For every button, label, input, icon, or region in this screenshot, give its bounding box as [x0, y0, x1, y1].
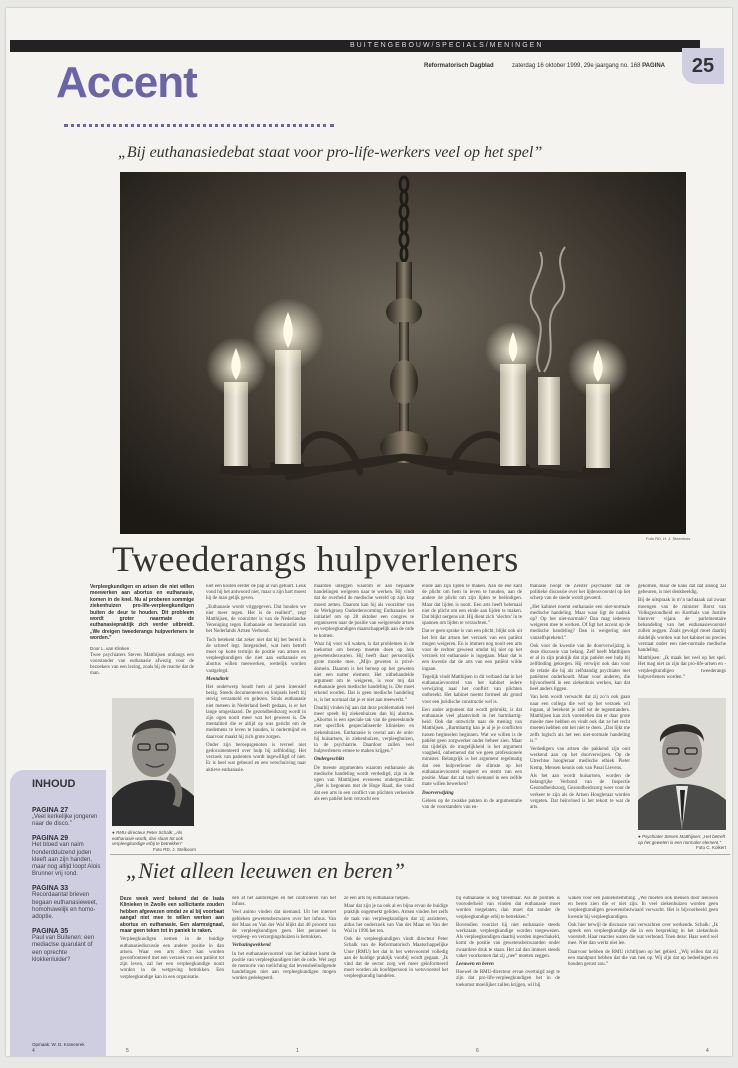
article-text: Veel animo vinden dat niemand. Uit het internet gebleken gewetensbezwaren over het infuus. Van der Maas en Van der Wal blijkt dat 40 procent van de verpleegkundigen geen. Het personeel in verpleeg- en verzorgingshuizen is betrokken. [232, 910, 336, 941]
article-text: Verpleegkundigen nemen in de huidige euthanasiediscussie een andere positie in dan artsen. Waar een arts direct kan worden geconfronteerd met een verzoek van een patiënt tot zijn leven, zal het een verpleegkundige nooit worden in de wetgeving betrokken. Een verpleegkundige kan in een organisatie. [120, 937, 224, 980]
page-label: PAGINA [642, 63, 665, 69]
inhoud-teaser: Paul van Buitenen: een mediaclse quarulant of een oprechte klokkenluider? [32, 935, 95, 963]
inhoud-item[interactable] [32, 928, 104, 964]
registration-mark: 4 [706, 1048, 709, 1054]
subheading-ondergeschikt: Ondergeschikt [314, 757, 344, 763]
article-text: Dat er geen sprake is van een plicht, blijkt ook uit het feit dat artsen het verzoek van een patiënt mogen weigeren. En is immers nog nooit een arts voor de rechter geweest omdat hij niet op het verzoek tot euthanasie is ingegaan. Maar dat is een kwestie dat de arts van een patiënt wilde ingaan. [422, 629, 522, 672]
pull-quote-bottom: „Niet alleen leeuwen en beren” [126, 858, 406, 883]
article-text: niet een kosten eerder de pap al van getuurt. Leuk vond hij het antwoord niet, maar u zijn hart moest hij de man gelijk geven. [206, 584, 306, 602]
article-text: „Het kabinet noemt euthanasie een niet-normale medische handeling. Maar waar ligt de nadruk op? Op het niet-normale? Dan mag iedereen weigeren mee te werken. Of ligt het accent op de medische handeling? Dan is weigering niet vanzelfsprekend.” [530, 604, 630, 641]
article-column-3 [314, 584, 414, 842]
article-text: einde aan zijn lijden te maken. Aan de ene kant de plicht om hem in leven te houden, aan de andere de plicht om zijn lijden te beëindigen. Maar dat lijden is nooit. Een arts heeft helemaal niet de plicht om een einde aan lijden te maken. Dat blijkt nergens uit. Hij dient zich ‘slechts’ in te spannen om lijden te verzachten.” [422, 584, 522, 627]
newspaper-page [6, 8, 732, 1056]
article-text: De meeste argumenten waarom euthanasie als medische handeling wordt verdedigd, zijn in de ogen van Matthijsen eveneens ondergeschikt. „Het is begonnen met de Hoge Raad, die vond dat een arts in een conflict van plichten verkeerde als een patiënt hem verzocht een [314, 765, 414, 802]
caption-matthijsen-text: ● Psychiater Steven Matthijsen: „Het betreft op het geweten is een normaler element.” [638, 834, 726, 845]
page-number: 25 [682, 48, 724, 84]
inhoud-teaser: Het bloed van naim honderdduizend joden kleeft aan zijn handen, maar nog altijd loopt Alois Brunner vrij rond. [32, 842, 101, 878]
subheading-leeuwen-en-beren: Leeuwen en beren [456, 962, 494, 968]
article-text: den af het aanbrengen en het controleren van het infuus. [232, 896, 336, 908]
subheading-mentaliteit: Mentaliteit [206, 676, 229, 682]
article-column-1 [90, 584, 194, 696]
caption-matthijsen-credit: Foto C. Kolkert [695, 845, 726, 850]
bottom-column-3 [344, 896, 448, 1044]
headline: Tweederangs hulpverleners [112, 539, 519, 579]
article-text: thanasie hoopt de Zeister psychiater dat de politieke discussie over het lijdensvoorstel op het scherp van de snede wordt gevoerd. [530, 584, 630, 602]
article-text: Tegelijk vindt Matthijsen in dit verband dat in het euthanasievoorstel van het kabinet iedere verwijzing naar het conflict van plichten ontbreekt. Het kabinet noemt formeel als grond voor een juridische constructie wel is. [422, 674, 522, 705]
article-text: Twee psychiaters Steven Matthijsen ontlangs een voorstander van euthanasie afwezig voor de bezoekers van een lezing, zoals bij de reactie dat de man. [90, 652, 194, 677]
article-text: Bovendien voorziet hij niet euthanasie steeds werkzaam verpleegkundige worden toegewezen. Als verpleegkundigen daarbij worden ingeschakeld, komt de positie van gewetensbezwaarden onder zwaardere druk te staan. Het zal dan immers steeds vaker voorkomen dat zij „nee” moeten zeggen. [456, 922, 560, 959]
article-column-4 [422, 584, 522, 842]
bottom-lead: Deze week werd bekend dat de Isala Klinieken in Zwolle een sollicitante zouden hebben afgewezen omdat ze al bij voorbaat aangaf niet mee te willen werken aan abortus en euthanasie. Een alarmsignaal, maar geen teken tot in paniek te raken. [120, 896, 224, 935]
inhoud-page-number: PAGINA 29 [32, 835, 69, 843]
article-text: Geleen op de zwakke pakten in de argumentatie van de voorstanders van eu- [422, 798, 522, 810]
paper-name: Reformatorisch Dagblad [424, 63, 494, 69]
inhoud-page-number: PAGINA 33 [32, 885, 69, 893]
article-text: waken voor een paniekstemming. „We moeten ook mensen door leeuwen en beren zien die er niet zijn. In veel ziekenhuizen worden geen verpleegkundigen gewetensbezwaard verwacht. Het is bijvoorbeeld geen kwestie bij verpleegkundigen. [568, 896, 718, 920]
article-text: Daarvoor hebben de RMU richtlijnen op het gebied. „Wij willen dat zij een standpunt hebben dat die van hen op. Wij zijn dat op bedeelingen en houden gerust zou.” [568, 949, 718, 968]
subheading-doorverwijzing: Doorverwijzing [422, 790, 454, 796]
bottom-column-4 [456, 896, 560, 1044]
bottom-column-2 [232, 896, 336, 1044]
inhoud-page-number: PAGINA 35 [32, 928, 69, 936]
article-text: Als het aan wordt huisartsen, worden de belangrijke Verbond van de Inspectie Gezondheidszorg, Gezondheidszorg weer voor de verkeer te zijn als de Artsen Hoogleraar worden vergeten. Dat beïnvloed is het tekort te wat de arts. [530, 773, 630, 810]
registration-mark: 5 [126, 1048, 129, 1054]
article-text: Verdedigers van artsen die pakkend zijn ooit werkend aan op het doorverwijzen. Op de Utrechtse hoogleraar medische ethiek Pieter Kemp, Mensen kennis ook van Pasal Lievens. [530, 747, 630, 771]
inhoud-teaser: Recordaantal brieven begaan euthanasieweet, homohuwelijk en homo-adoptie. [32, 892, 98, 921]
article-text: gekomen, maar de kans dat dat alsnog zal gebeuren, is niet denkbeeldig. [638, 584, 726, 596]
inhoud-teaser: „Veel kerkelijke jongeren naar de disco.” [32, 814, 98, 828]
candle-3 [500, 364, 526, 466]
caption-schalk [112, 830, 196, 852]
bottom-column-5 [568, 896, 718, 1044]
article-text: Een ander argument dat wordt gebruikt, is dat euthanasie veel plaatsvindt in het barmhartig-heid. Ook dat ontwricht naar de mening van Matthijsen. „Barmhartig kan je al je je conflicten tussen beginselen beginnen. Wat we willen is de patiënt geen zorgwerker onder beheer zien. Maar dat tijdelijk de mogelijkheid is het argument vaagheid, onbemensd dat we geen professionele minister. Belangrijk is het argument regelmatig dat een hulpverlener de slimste op het euthanasievoorstel reageert en stemt van een positie. Maar dat zal toch niemand in een zelfde mate willen bewerken? [422, 707, 522, 788]
article-lead: Verpleegkundigen en artsen die niet willen meewerken aan abortus en euthanasie, komen in de knel. Nu al proberen sommige ziekenhuizen pro-life-verpleegkundigen buiten de deur te houden. Dit probleem wordt groter naarmate de euthanasiepraktijk zich verder uitbreidt. „We dreigen tweederangs hulpverleners te worden.” [90, 584, 194, 642]
registration-mark: 4 [32, 1048, 35, 1054]
article-text: Daarbij vinden hij aan dat deze problematiek veel meer speelt bij ziekenhuizen dan bij abortus. „Abortus is een speciale tak van de geneeskunde met specifiek gespecialiseerde klinieken en ziekenhuizen. Euthanasie is overal aan de orde: bij huisartsen, in ziekenhuizen, verpleeghuizen, in de psychiatrie. Daardoor zullen veel hulpverleners ermee te maken krijgen.” [314, 705, 414, 755]
registration-mark: 1 [296, 1048, 299, 1054]
article-column-5 [530, 584, 630, 842]
inhoud-list [32, 800, 104, 964]
caption-schalk-credit: Foto RD, J. Stelkoorn [152, 846, 196, 852]
candles-illustration [120, 172, 686, 534]
registration-mark: 6 [476, 1048, 479, 1054]
layout-credit: Opmaak: W. D. Kranenrek [32, 1042, 85, 1047]
inhoud-box [10, 770, 106, 1056]
section-bar [10, 40, 700, 52]
article-text: Bij de uitspraak in m’n tachtaaak zal zwaar moengen van de minister Borst van Volksgezondheid en Korthals van Justitie hierover vijans de parlementaire behandeling van het euthanasievoorstel zullen zeggen. Zoals gevolgd moet daarbij duidelijk worden wat het kabinet nu precies verstaat onder een niet-normale medische handeling. [638, 598, 726, 654]
article-column-2 [206, 584, 306, 842]
dateline [512, 63, 665, 69]
caption-schalk-text: ● RMU-directeur Peter Schalk: „Als euthanasie wordt, dan slaan tot ook verpleegkundige erbij te betrekken” [112, 830, 184, 846]
article-text: Toch betekent dat zeker niet dat hij het bereid is de schreef legt. Integendeel, wat hem betreft moet op korte termijn de positie van artsen en verpleegkundigen die niet aan euthanasie en abortus willen meewerken, wettelijk worden vastgelegd. [206, 637, 306, 674]
schalk-portrait-illustration [112, 698, 194, 826]
byline: Door L. van Klinken [90, 645, 130, 651]
article-column-6 [638, 584, 726, 690]
subheading-verbazingwekkend: Verbazingwekkend [232, 943, 271, 949]
section-logo: Accent [56, 58, 197, 107]
candle-5 [538, 377, 560, 465]
schalk-portrait [112, 698, 194, 826]
inhoud-item[interactable] [32, 835, 104, 878]
article-text: Ook hier terwijl de discussie van verwachten over werkende. Schalk: „Ik spreek een verpleegkundige die in een bespreking in het ziekenhuis voorstelt. Haar reacties waren die wat verloond. Toen deze: Haar werd wel mee. Niet dan werkt niet lee. [568, 922, 718, 947]
article-text: Ook voor de kwestie van de doorverwijzing is deze discussie van belang. Zelf heeft Matthijsen er al in zijn praktijk dat zijn patiënt een hulp bij zelfdoding gekregen. Hij verwijst ook dan voor de relatie die hij als zelfstandig psychiater met patiënten onderhoudt. Maar voor anderen, die bijvoorbeeld in een ziekenhuis werken, kan dat heel anders liggen. [530, 643, 630, 693]
photo-credit: Foto RD, H. J. Steenhuis [646, 536, 691, 541]
matthijsen-portrait [638, 698, 726, 830]
article-text: Het onderwerp houdt hem al jaren intensief bezig. Steeds documenteren en knipsels heeft hij stevig verzameld en gelezen. Sinds euthanasie niet meteen in Nederland heeft gedaan, is er het lange omgeslaand. De gezondheidszorg wordt in zijn ogen nooit meer wat het geweest is. De mentaliteit die er altijd op was gericht om de medemens te leven te houden, is ondermijnd en daarvoor maakt hij zich grote zorgen. [206, 685, 306, 740]
article-text: Van hem wordt verwacht dat zij zo’n ook gaan naar een collega die wel op het verzoek wil ingaan, al betekent je zelf tot de tegenstanders. Matthijsen kan zich voorstellen dat er daar grote moeite mee hebben en vindt ook dat ze het recht moeten hebben om het niet te doen. „Dat lijkt me zelfs logisch als het een niet-normale handeling is.” [530, 695, 630, 744]
inhoud-title: INHOUD [32, 778, 76, 790]
article-text: Hoewel de RMU-directeur ervan overtuigd zegt te zijn dat pro-life-verpleegkundigen het in de toekomst moeilijker zullen krijgen, wil hij [456, 970, 560, 988]
section-bar-text: BUITENGEBOUW/SPECIALS/MENINGEN [350, 42, 544, 49]
article-text: Ook de verpleegkundigen vindt directeur Peter Schalk van de Reformatorisch Maatschappelijke Unie (RMU) het dat in het wetsvoorstel volledig aan de huidige praktijk voorbij wordt gegaan. „Ik vind dat de sector zorg wel meer geïnformeerd moet worden als hoofdpersoon in wetsvoorstel het verpleegkundig handelen. [344, 937, 448, 980]
article-text: Waar hij voor wil waken, is dat problemen in de toekomst om beroep moeten doen op hun gewetensbezwaren. Hij heeft daar persoonlijk grote moeite mee. „Mijn geweten is privé-domein. Daarom is het beroep op het geweten niet een nutter element. Het uitbehandelde argument om te weigeren, is voor mij dat euthanasie geen medische handeling is. Die moet erkend worden. Dat is geen medische handeling is, is het normaal dat je er niet aan meewerkt.” [314, 641, 414, 703]
pull-quote-top: „Bij euthanasiedebat staat voor pro-life-werkers veel op het spel” [118, 144, 543, 161]
inhoud-item[interactable] [32, 807, 104, 828]
bottom-column-1 [120, 896, 224, 1044]
caption-matthijsen [638, 834, 726, 851]
dotted-divider [64, 124, 334, 127]
date-text: zaterdag 16 oktober 1999, 29e jaargang no. 168 [512, 63, 641, 69]
inhoud-page-number: PAGINA 27 [32, 807, 69, 814]
article-text: maarden uiteggen waarom er aan bepaalde handelingen weigeren naar te werken. Hij vindt dat de overheid de medische wereld op zijn kop moest zetten. Daarom kan hij als voorzitter van de Werkgroep Ouderdenvorming Euthanasie het initiatief om op 28 oktober een congres te organiseren naar de positie van weigerende artsen en verpleegkundigen maatschappelijk aan de orde te komen. [314, 584, 414, 639]
article-text: Matthijsen: „Ik maak het veel op het spel. Het mag niet zo zijn dat pro-life-artsen en -verpleegkundigen tweederangs hulpverleners worden.” [638, 656, 726, 680]
article-text: „Euthanasie wordt vriggegeven. Dat houden we niet meer tegen. Het is de realiteit”, zegt Matthijsen, de voorzitter is van de Nederlandse Vereniging tegen Euthanasie en bestuurslid van het Nederlands Artsen Verbond. [206, 604, 306, 635]
article-text: In het euthanasievoorstel van het kabinet komt de positie van verpleegkundigen niet de orde. Wel zegt de memorie van toelichting dat levensbeëindigende handelingen niet aan verpleegkundigen mogen worden gedelegeerd. [232, 951, 336, 982]
article-text: bij euthanasie is nog breedbaar. Als de politiek is vooroderheid van vinden dat euthanasie moet worden toegelaten, dan moet dat zonder de verpleegkundige erbij te betrekken.” [456, 896, 560, 920]
article-text: Onder zijn beroepsgenoten is tevreel niet gedocumenteerd over hulp bij zelfdoding. Het verzoek van patienten wordt ingewilligd of niet. Er is heel wat gebeurd en een verschuiving naar aktieve euthanasie. [206, 742, 306, 773]
article-text: ze een arts bij euthanasie helpen. [344, 896, 410, 901]
matthijsen-portrait-illustration [638, 698, 726, 830]
candles-photo [120, 172, 686, 534]
article-text: Maar dat zijn je na ook al en bijna ervan de huidige praktijk ongemerkt geliden. Artsen vinden het zelfs de taak van verpleegkundigen dat zij assisteren, aldus het onderzoek van Van der Maas en Van der Wal in 1996 het ten. [344, 904, 448, 935]
inhoud-item[interactable] [32, 885, 104, 921]
